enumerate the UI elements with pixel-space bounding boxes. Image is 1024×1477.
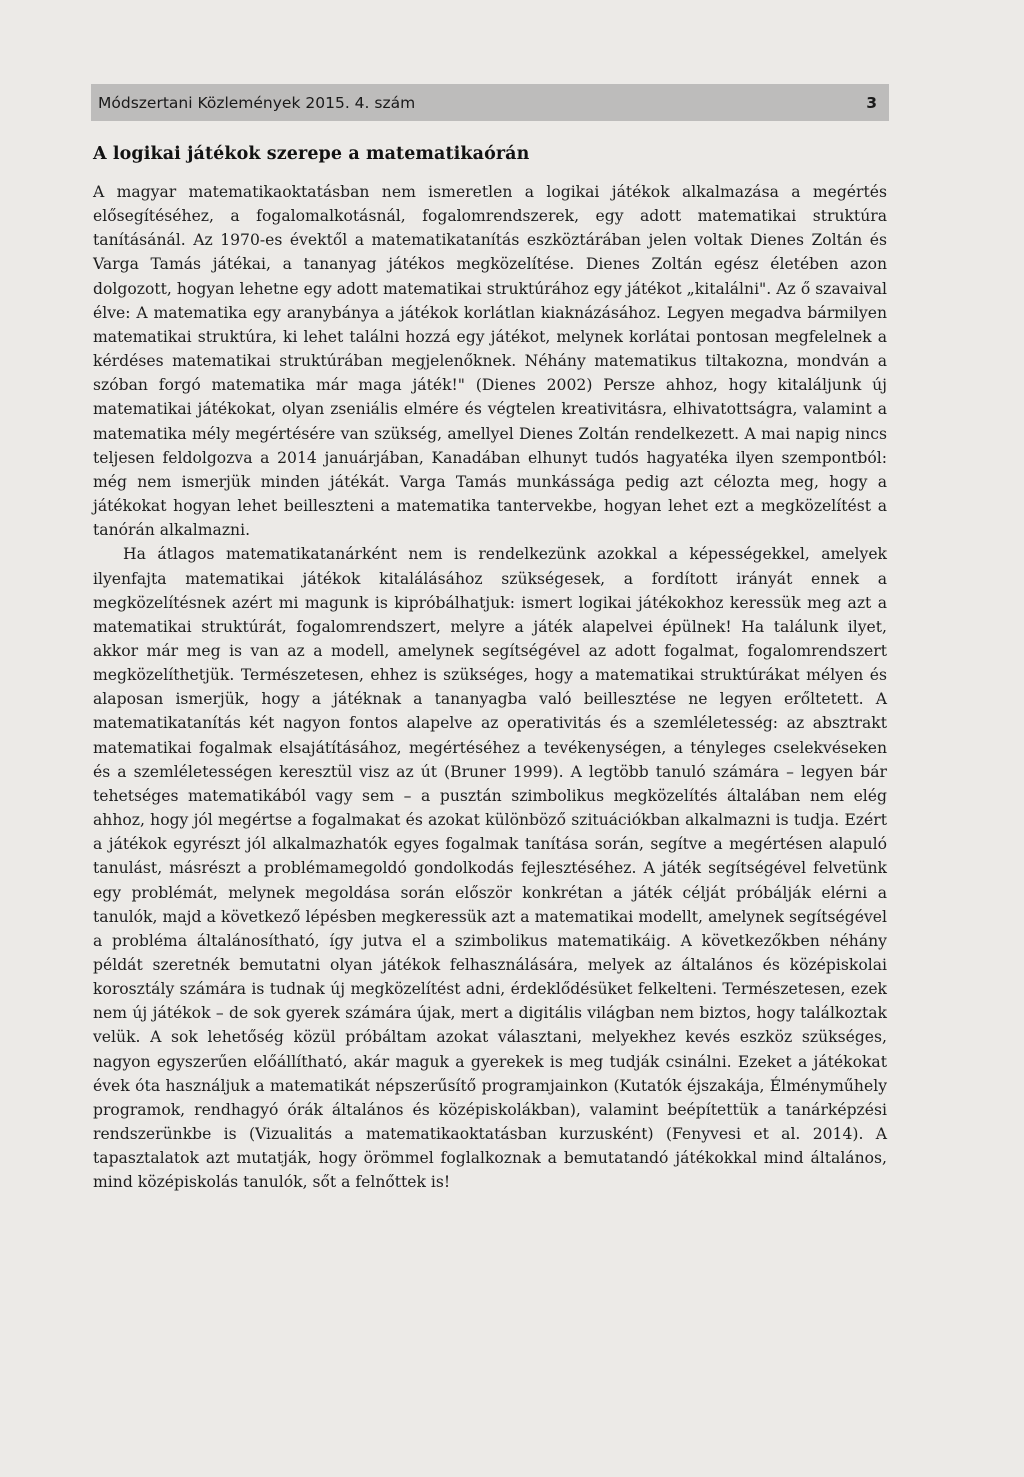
page-number: 3 (866, 93, 877, 112)
article-body (93, 180, 887, 1195)
article-title: A logikai játékok szerepe a matematikaórán (93, 144, 530, 164)
running-header (91, 84, 889, 121)
paragraph-2: Ha átlagos matematikatanárként nem is rendelkezünk azokkal a képességekkel, amelyek ilyenfajta matematikai játékok kitalálásához szükségesek, a fordított irányát ennek a megközelítésnek azért mi magunk is kipróbálhatjuk: ismert logikai játékokhoz keressük meg azt a matematikai struktúrát, fogalomrendszert, melyre a játék alapelvei épülnek! Ha találunk ilyet, akkor már meg is van az a modell, amelynek segítségével az adott fogalmat, fogalomrendszert megközelíthetjük. Természetesen, ehhez is szükséges, hogy a matematikai struktúrákat mélyen és alaposan ismerjük, hogy a játéknak a tananyagba való beillesztése ne legyen erőltetett. A matematikatanítás két nagyon fontos alapelve az operativitás és a szemléletesség: az absztrakt matematikai fogalmak elsajátításához, megértéséhez a tevékenységen, a tényleges cselekvéseken és a szemléletességen keresztül visz az út (Bruner 1999). A legtöbb tanuló számára – legyen bár tehetséges matematikából vagy sem – a pusztán szimbolikus megközelítés általában nem elég ahhoz, hogy jól megértse a fogalmakat és azokat különböző szituációkban alkalmazni is tudja. Ezért a játékok egyrészt jól alkalmazhatók egyes fogalmak tanítása során, segítve a megértésen alapuló tanulást, másrészt a problémamegoldó gondolkodás fejlesztéséhez. A játék segítségével felvetünk egy problémát, melynek megoldása során először konkrétan a játék célját próbálják elérni a tanulók, majd a következő lépésben megkeressük azt a matematikai modellt, amelynek segítségével a probléma általánosítható, így jutva el a szimbolikus matematikáig. A következőkben néhány példát szeretnék bemutatni olyan játékok felhasználására, melyek az általános és középiskolai korosztály számára is tudnak új megközelítést adni, érdeklődésüket felkelteni. Természetesen, ezek nem új játékok – de sok gyerek számára újak, mert a digitális világban nem biztos, hogy találkoztak velük. A sok lehetőség közül próbáltam azokat választani, melyekhez kevés eszköz szükséges, nagyon egyszerűen előállítható, akár maguk a gyerekek is meg tudják csinálni. Ezeket a játékokat évek óta használjuk a matematikát népszerűsítő programjainkon (Kutatók éjszakája, Élményműhely programok, rendhagyó órák általános és középiskolákban), valamint beépítettük a tanárképzési rendszerünkbe is (Vizualitás a matematikaoktatásban kurzusként) (Fenyvesi et al. 2014). A tapasztalatok azt mutatják, hogy örömmel foglalkoznak a bemutatandó játékokkal mind általános, mind középiskolás tanulók, sőt a felnőttek is! (93, 545, 887, 1192)
journal-title: Módszertani Közlemények 2015. 4. szám (98, 93, 416, 112)
paragraph-1: A magyar matematikaoktatásban nem ismeretlen a logikai játékok alkalmazása a megértés elősegítéséhez, a fogalomalkotásnál, fogalomrendszerek, egy adott matematikai struktúra tanításánál. Az 1970-es évektől a matematikatanítás eszköztárában jelen voltak Dienes Zoltán és Varga Tamás játékai, a tananyag játékos megközelítése. Dienes Zoltán egész életében azon dolgozott, hogyan lehetne egy adott matematikai struktúrához egy játékot „kitalálni". Az ő szavaival élve: A matematika egy aranybánya a játékok korlátlan kiaknázásához. Legyen megadva bármilyen matematikai struktúra, ki lehet találni hozzá egy játékot, melynek korlátai pontosan megfelelnek a kérdéses matematikai struktúrában megjelenőknek. Néhány matematikus tiltakozna, mondván a szóban forgó matematika már maga játék!" (Dienes 2002) Persze ahhoz, hogy kitaláljunk új matematikai játékokat, olyan zseniális elmére és végtelen kreativitásra, elhivatottságra, valamint a matematika mély megértésére van szükség, amellyel Dienes Zoltán rendelkezett. A mai napig nincs teljesen feldolgozva a 2014 januárjában, Kanadában elhunyt tudós hagyatéka ilyen szempontból: még nem ismerjük minden játékát. Varga Tamás munkássága pedig azt célozta meg, hogy a játékokat hogyan lehet beilleszteni a matematika tantervekbe, hogyan lehet ezt a megközelítést a tanórán alkalmazni. (93, 183, 887, 540)
